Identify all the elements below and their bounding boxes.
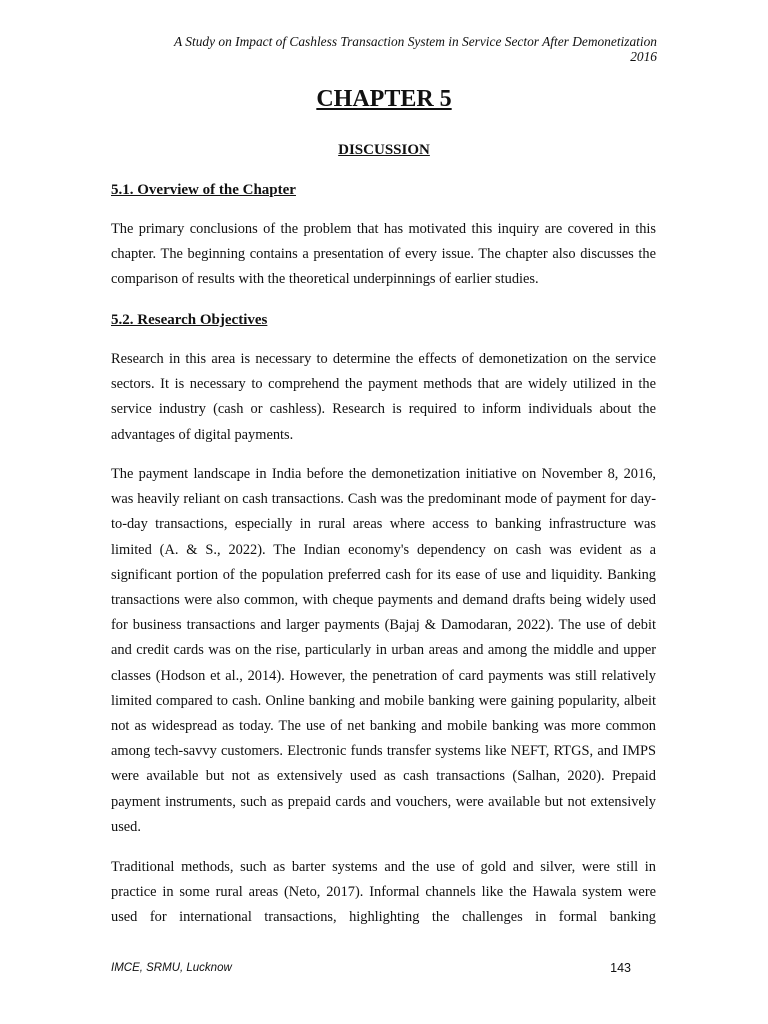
paragraph-objectives-2: The payment landscape in India before the demonetization initiative on November 8, 2016, was heavily reliant on cash transactions. Cash was the predominant mode of payment for day-to-day transactions, especially in rural areas where access to banking infrastructure was limited (A. & S., 2022). The Indian economy's dependency on cash was evident as a significant portion of the population preferred cash for its ease of use and liquidity. Banking transactions were also common, with cheque payments and demand drafts being widely used for business transactions and larger payments (Bajaj & Damodaran, 2022). The use of debit and credit cards was on the rise, particularly in urban areas and among the middle and upper classes (Hodson et al., 2014). However, the penetration of card payments was still relatively limited compared to cash. Online banking and mobile banking were gaining popularity, albeit not as widespread as today. The use of net banking and mobile banking was more common among tech-savvy customers. Electronic funds transfer systems like NEFT, RTGS, and IMPS were available but not as extensively used as cash transactions (Salhan, 2020). Prepaid payment instruments, such as prepaid cards and vouchers, were available but not extensively used. xyxy=(111,466,656,835)
chapter-subtitle: DISCUSSION xyxy=(338,142,430,158)
paragraph-objectives-1: Research in this area is necessary to determine the effects of demonetization on the service sectors. It is necessary to comprehend the payment methods that are widely utilized in the service industry (cash or cashless). Research is required to inform individuals about the advantages of digital payments. xyxy=(111,351,656,443)
chapter-title: CHAPTER 5 xyxy=(316,86,452,112)
page-number: 143 xyxy=(610,961,631,975)
header-title: A Study on Impact of Cashless Transaction System in Service Sector After Demonetization xyxy=(174,34,657,49)
running-header xyxy=(97,34,657,64)
section-heading-overview: 5.1. Overview of the Chapter xyxy=(111,182,296,198)
footer-institution: IMCE, SRMU, Lucknow xyxy=(111,962,232,974)
paragraph-overview: The primary conclusions of the problem that has motivated this inquiry are covered in this chapter. The beginning contains a presentation of every issue. The chapter also discusses the comparison of results with the theoretical underpinnings of earlier studies. xyxy=(111,221,656,288)
header-year: 2016 xyxy=(630,49,657,64)
section-heading-objectives: 5.2. Research Objectives xyxy=(111,312,268,328)
paragraph-objectives-3: Traditional methods, such as barter systems and the use of gold and silver, were still in practice in some rural areas (Neto, 2017). Informal channels like the Hawala system were used for international transactions, highlighting the challenges in formal banking xyxy=(111,859,656,926)
